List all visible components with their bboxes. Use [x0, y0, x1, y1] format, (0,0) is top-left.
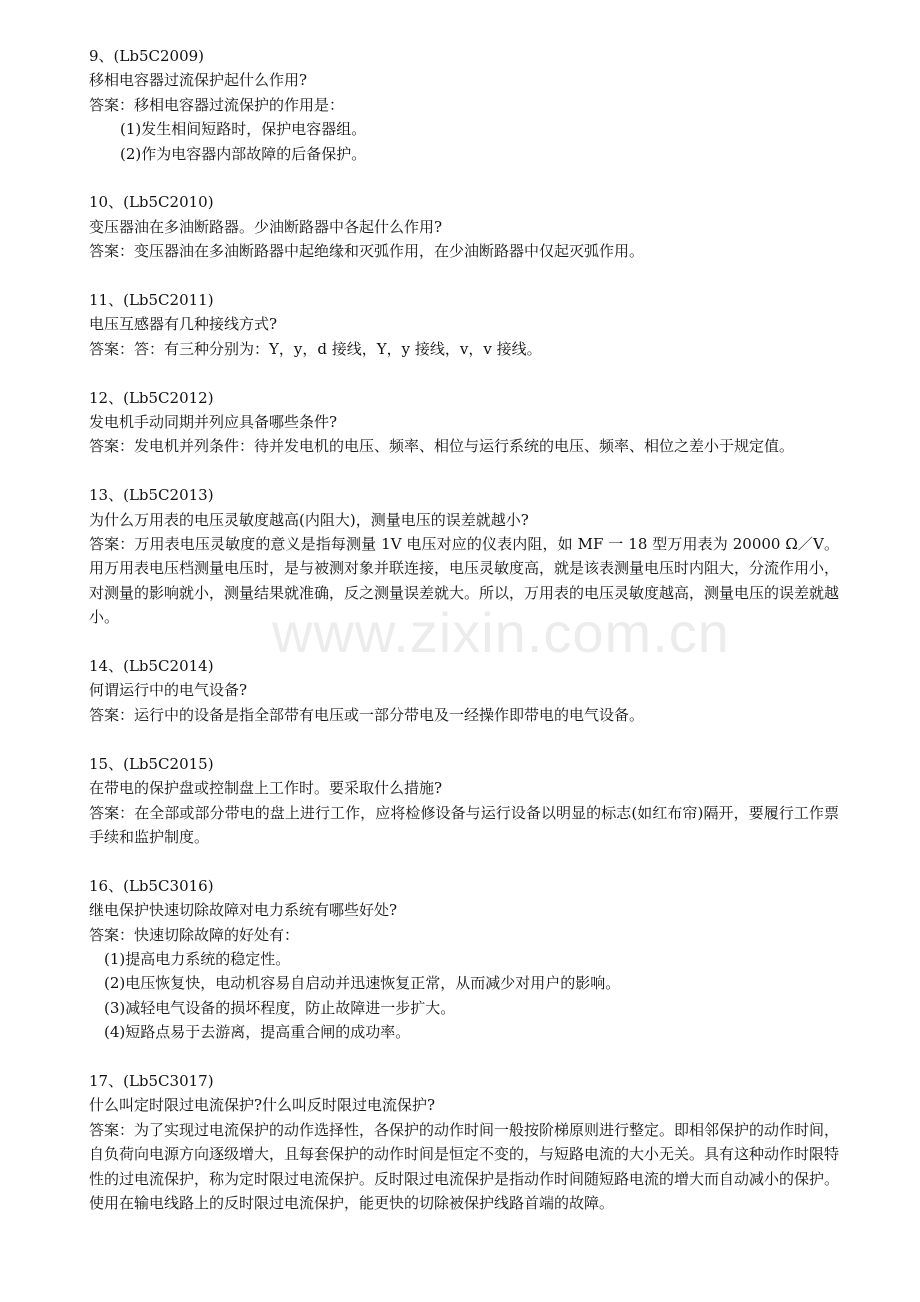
answer-list-item: (3)减轻电气设备的损坏程度，防止故障进一步扩大。 [104, 998, 456, 1017]
answer-list-item: (1)提高电力系统的稳定性。 [104, 949, 291, 968]
question-block-9 [89, 44, 839, 166]
question-number: 9、(Lb5C2009) [89, 47, 205, 65]
question-block-14 [89, 654, 839, 727]
question-text: 移相电容器过流保护起什么作用? [89, 71, 308, 90]
answer-list-item: (1)发生相间短路时，保护电容器组。 [120, 120, 367, 139]
question-block-11 [89, 288, 839, 361]
question-text: 什么叫定时限过电流保护?什么叫反时限过电流保护? [89, 1096, 436, 1115]
question-block-17 [89, 1069, 839, 1215]
question-number: 12、(Lb5C2012) [89, 388, 214, 407]
answer-text: 答案：移相电容器过流保护的作用是： [89, 95, 345, 114]
question-number: 10、(Lb5C2010) [89, 193, 214, 212]
question-text: 何谓运行中的电气设备? [89, 681, 248, 700]
question-text: 在带电的保护盘或控制盘上工作时。要采取什么措施? [89, 779, 443, 798]
answer-list-item: (2)电压恢复快，电动机容易自启动并迅速恢复正常，从而减少对用户的影响。 [104, 974, 621, 993]
question-block-16 [89, 874, 839, 1045]
answer-list-item: (4)短路点易于去游离，提高重合闸的成功率。 [104, 1023, 411, 1042]
answer-list [89, 117, 839, 166]
question-number: 15、(Lb5C2015) [89, 754, 214, 773]
answer-text: 答案：万用表电压灵敏度的意义是指每测量 1V 电压对应的仪表内阻，如 MF 一 18 型万用表为 20000 Ω／V。用万用表电压档测量电压时，是与被测对象并联连接，电压灵敏度高，就是该表测量电压时内阻大，分流作用小，对测量的影响就小，测量结果就准确，反之测量误差就大。所以，万用表的电压灵敏度越高，测量电压的误差就越小。 [89, 535, 840, 627]
question-text: 变压器油在多油断路器。少油断路器中各起什么作用? [89, 217, 443, 236]
watermark: www.zixin.com.cn [272, 601, 730, 664]
question-number: 11、(Lb5C2011) [89, 291, 214, 310]
answer-text: 答案：运行中的设备是指全部带有电压或一部分带电及一经操作即带电的电气设备。 [89, 705, 645, 724]
question-text: 发电机手动同期并列应具备哪些条件? [89, 413, 338, 432]
answer-text: 答案：答：有三种分别为：Y，y，d 接线，Y，y 接线，v，v 接线。 [89, 339, 542, 358]
question-block-10 [89, 190, 839, 263]
document-page [89, 44, 839, 1215]
answer-text: 答案：在全部或部分带电的盘上进行工作，应将检修设备与运行设备以明显的标志(如红布帘)隔开，要履行工作票手续和监护制度。 [89, 803, 839, 846]
question-block-12 [89, 386, 839, 459]
question-number: 16、(Lb5C3016) [89, 876, 214, 895]
answer-list [89, 947, 839, 1045]
answer-text: 答案：变压器油在多油断路器中起绝缘和灭弧作用，在少油断路器中仅起灭弧作用。 [89, 242, 645, 261]
answer-text: 答案：为了实现过电流保护的动作选择性，各保护的动作时间一般按阶梯原则进行整定。即相邻保护的动作时间，自负荷向电源方向逐级增大，且每套保护的动作时间是恒定不变的，与短路电流的大小无关。具有这种动作时限特性的过电流保护，称为定时限过电流保护。反时限过电流保护是指动作时间随短路电流的增大而自动减小的保护。使用在输电线路上的反时限过电流保护，能更快的切除被保护线路首端的故障。 [89, 1120, 840, 1212]
question-number: 13、(Lb5C2013) [89, 486, 214, 505]
question-text: 电压互感器有几种接线方式? [89, 315, 278, 334]
answer-text: 答案：快速切除故障的好处有： [89, 925, 300, 944]
answer-text: 答案：发电机并列条件：待并发电机的电压、频率、相位与运行系统的电压、频率、相位之差小于规定值。 [89, 437, 795, 456]
question-number: 17、(Lb5C3017) [89, 1071, 214, 1090]
question-text: 继电保护快速切除故障对电力系统有哪些好处? [89, 901, 398, 920]
question-number: 14、(Lb5C2014) [89, 657, 214, 676]
answer-list-item: (2)作为电容器内部故障的后备保护。 [120, 144, 367, 163]
question-text: 为什么万用表的电压灵敏度越高(内阻大)，测量电压的误差就越小? [89, 510, 529, 529]
question-block-13 [89, 483, 839, 629]
question-block-15 [89, 752, 839, 850]
